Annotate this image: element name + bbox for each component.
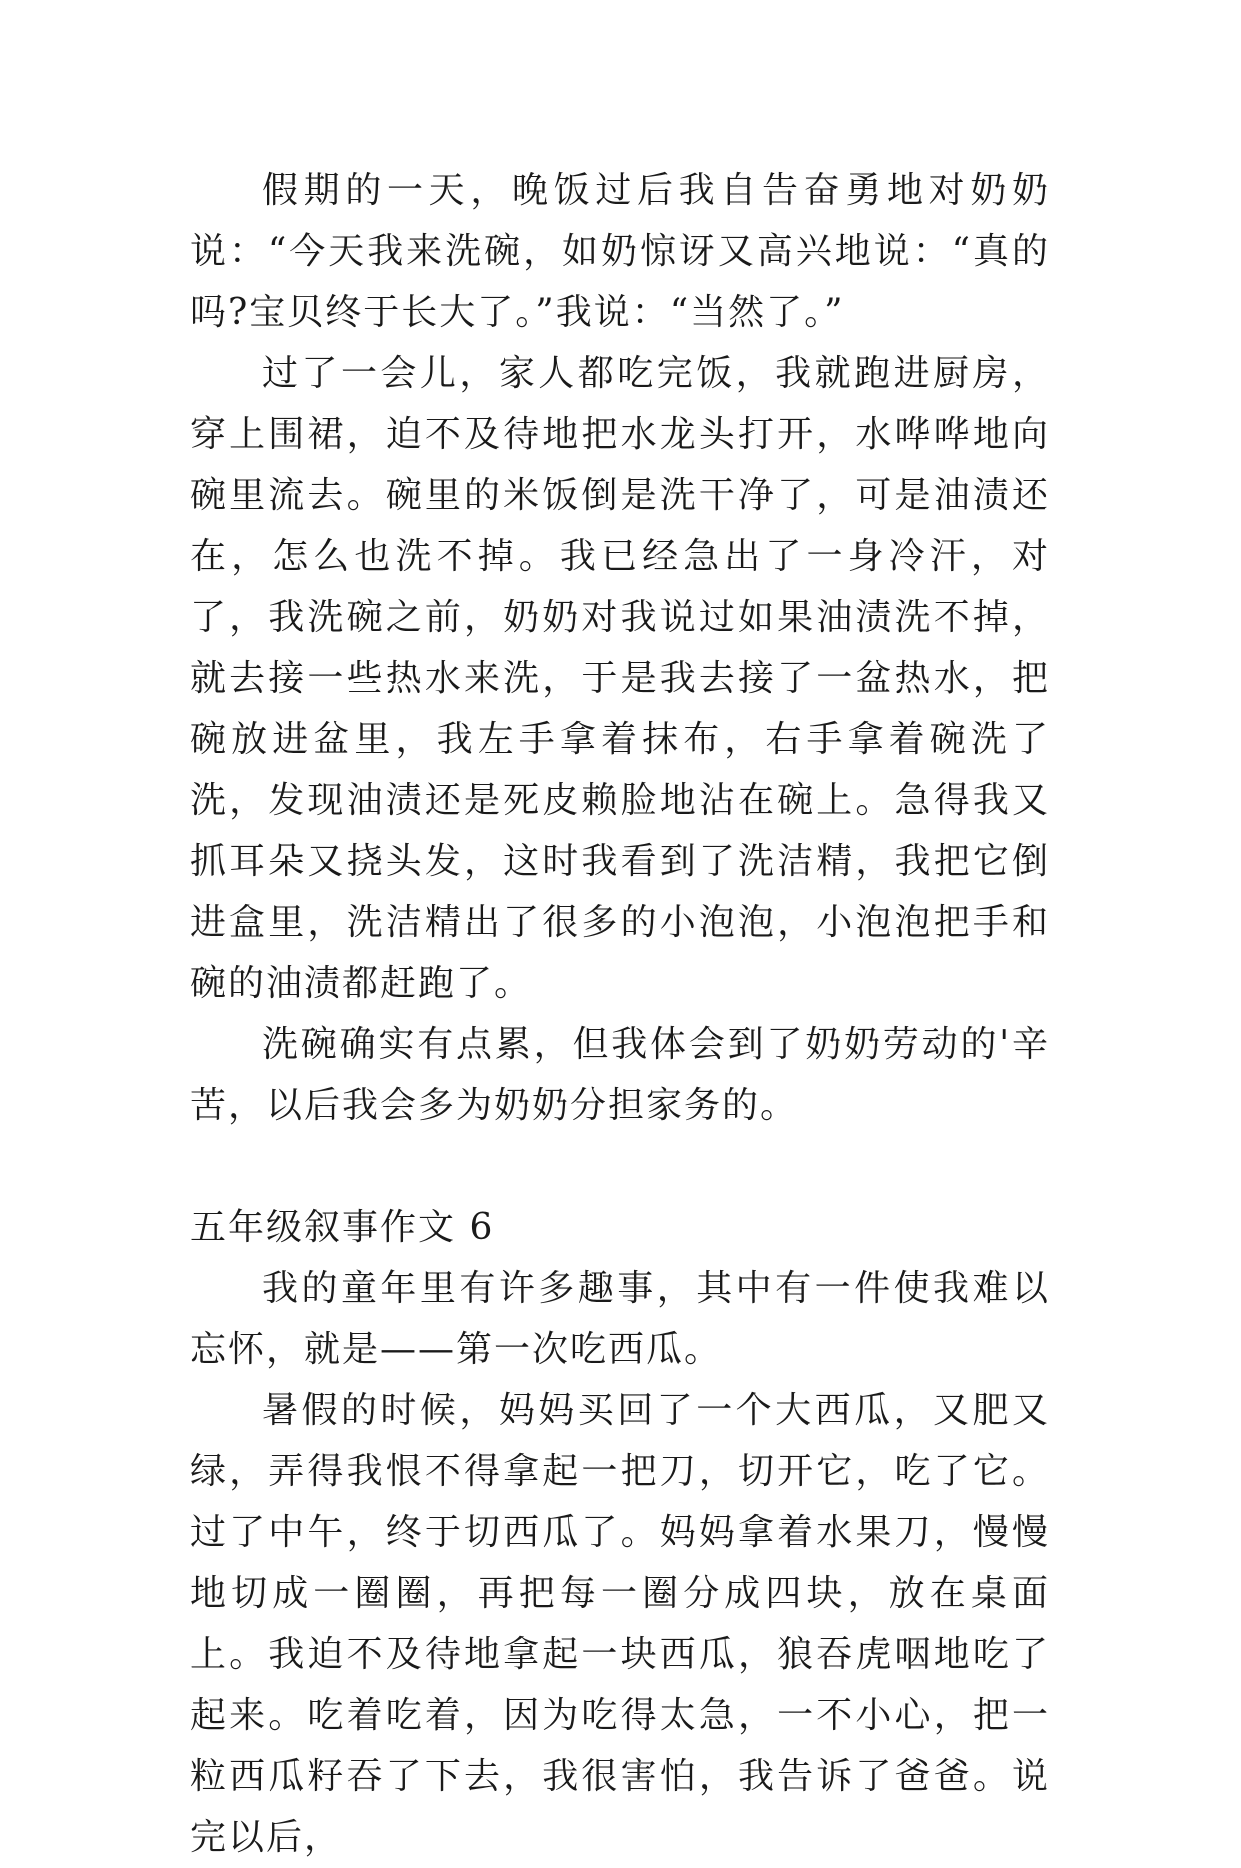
section-spacer: [190, 1136, 1050, 1197]
paragraph: 暑假的时候，妈妈买回了一个大西瓜，又肥又绿，弄得我恨不得拿起一把刀，切开它，吃了它。过了中午，终于切西瓜了。妈妈拿着水果刀，慢慢地切成一圈圈，再把每一圈分成四块，放在桌面上。我迫不及待地拿起一块西瓜，狼吞虎咽地吃了起来。吃着吃着，因为吃得太急，一不小心，把一粒西瓜籽吞了下去，我很害怕，我告诉了爸爸。说完以后，: [190, 1390, 1050, 1858]
paragraph: 洗碗确实有点累，但我体会到了奶奶劳动的'辛苦，以后我会多为奶奶分担家务的。: [190, 1024, 1050, 1126]
paragraph: 我的童年里有许多趣事，其中有一件使我难以忘怀，就是——第一次吃西瓜。: [190, 1268, 1050, 1370]
paragraph: 假期的一天，晚饭过后我自告奋勇地对奶奶说：“今天我来洗碗，如奶惊讶又高兴地说：“真的吗?宝贝终于长大了。”我说：“当然了。”: [190, 170, 1050, 333]
document-page: [190, 160, 1050, 1868]
section-title: 五年级叙事作文 6: [190, 1207, 495, 1248]
paragraph: 过了一会儿，家人都吃完饭，我就跑进厨房，穿上围裙，迫不及待地把水龙头打开，水哗哗地向碗里流去。碗里的米饭倒是洗干净了，可是油渍还在，怎么也洗不掉。我已经急出了一身冷汗，对了，我洗碗之前，奶奶对我说过如果油渍洗不掉，就去接一些热水来洗，于是我去接了一盆热水，把碗放进盆里，我左手拿着抹布，右手拿着碗洗了洗，发现油渍还是死皮赖脸地沾在碗上。急得我又抓耳朵又挠头发，这时我看到了洗洁精，我把它倒进盒里，洗洁精出了很多的小泡泡，小泡泡把手和碗的油渍都赶跑了。: [190, 353, 1050, 1004]
